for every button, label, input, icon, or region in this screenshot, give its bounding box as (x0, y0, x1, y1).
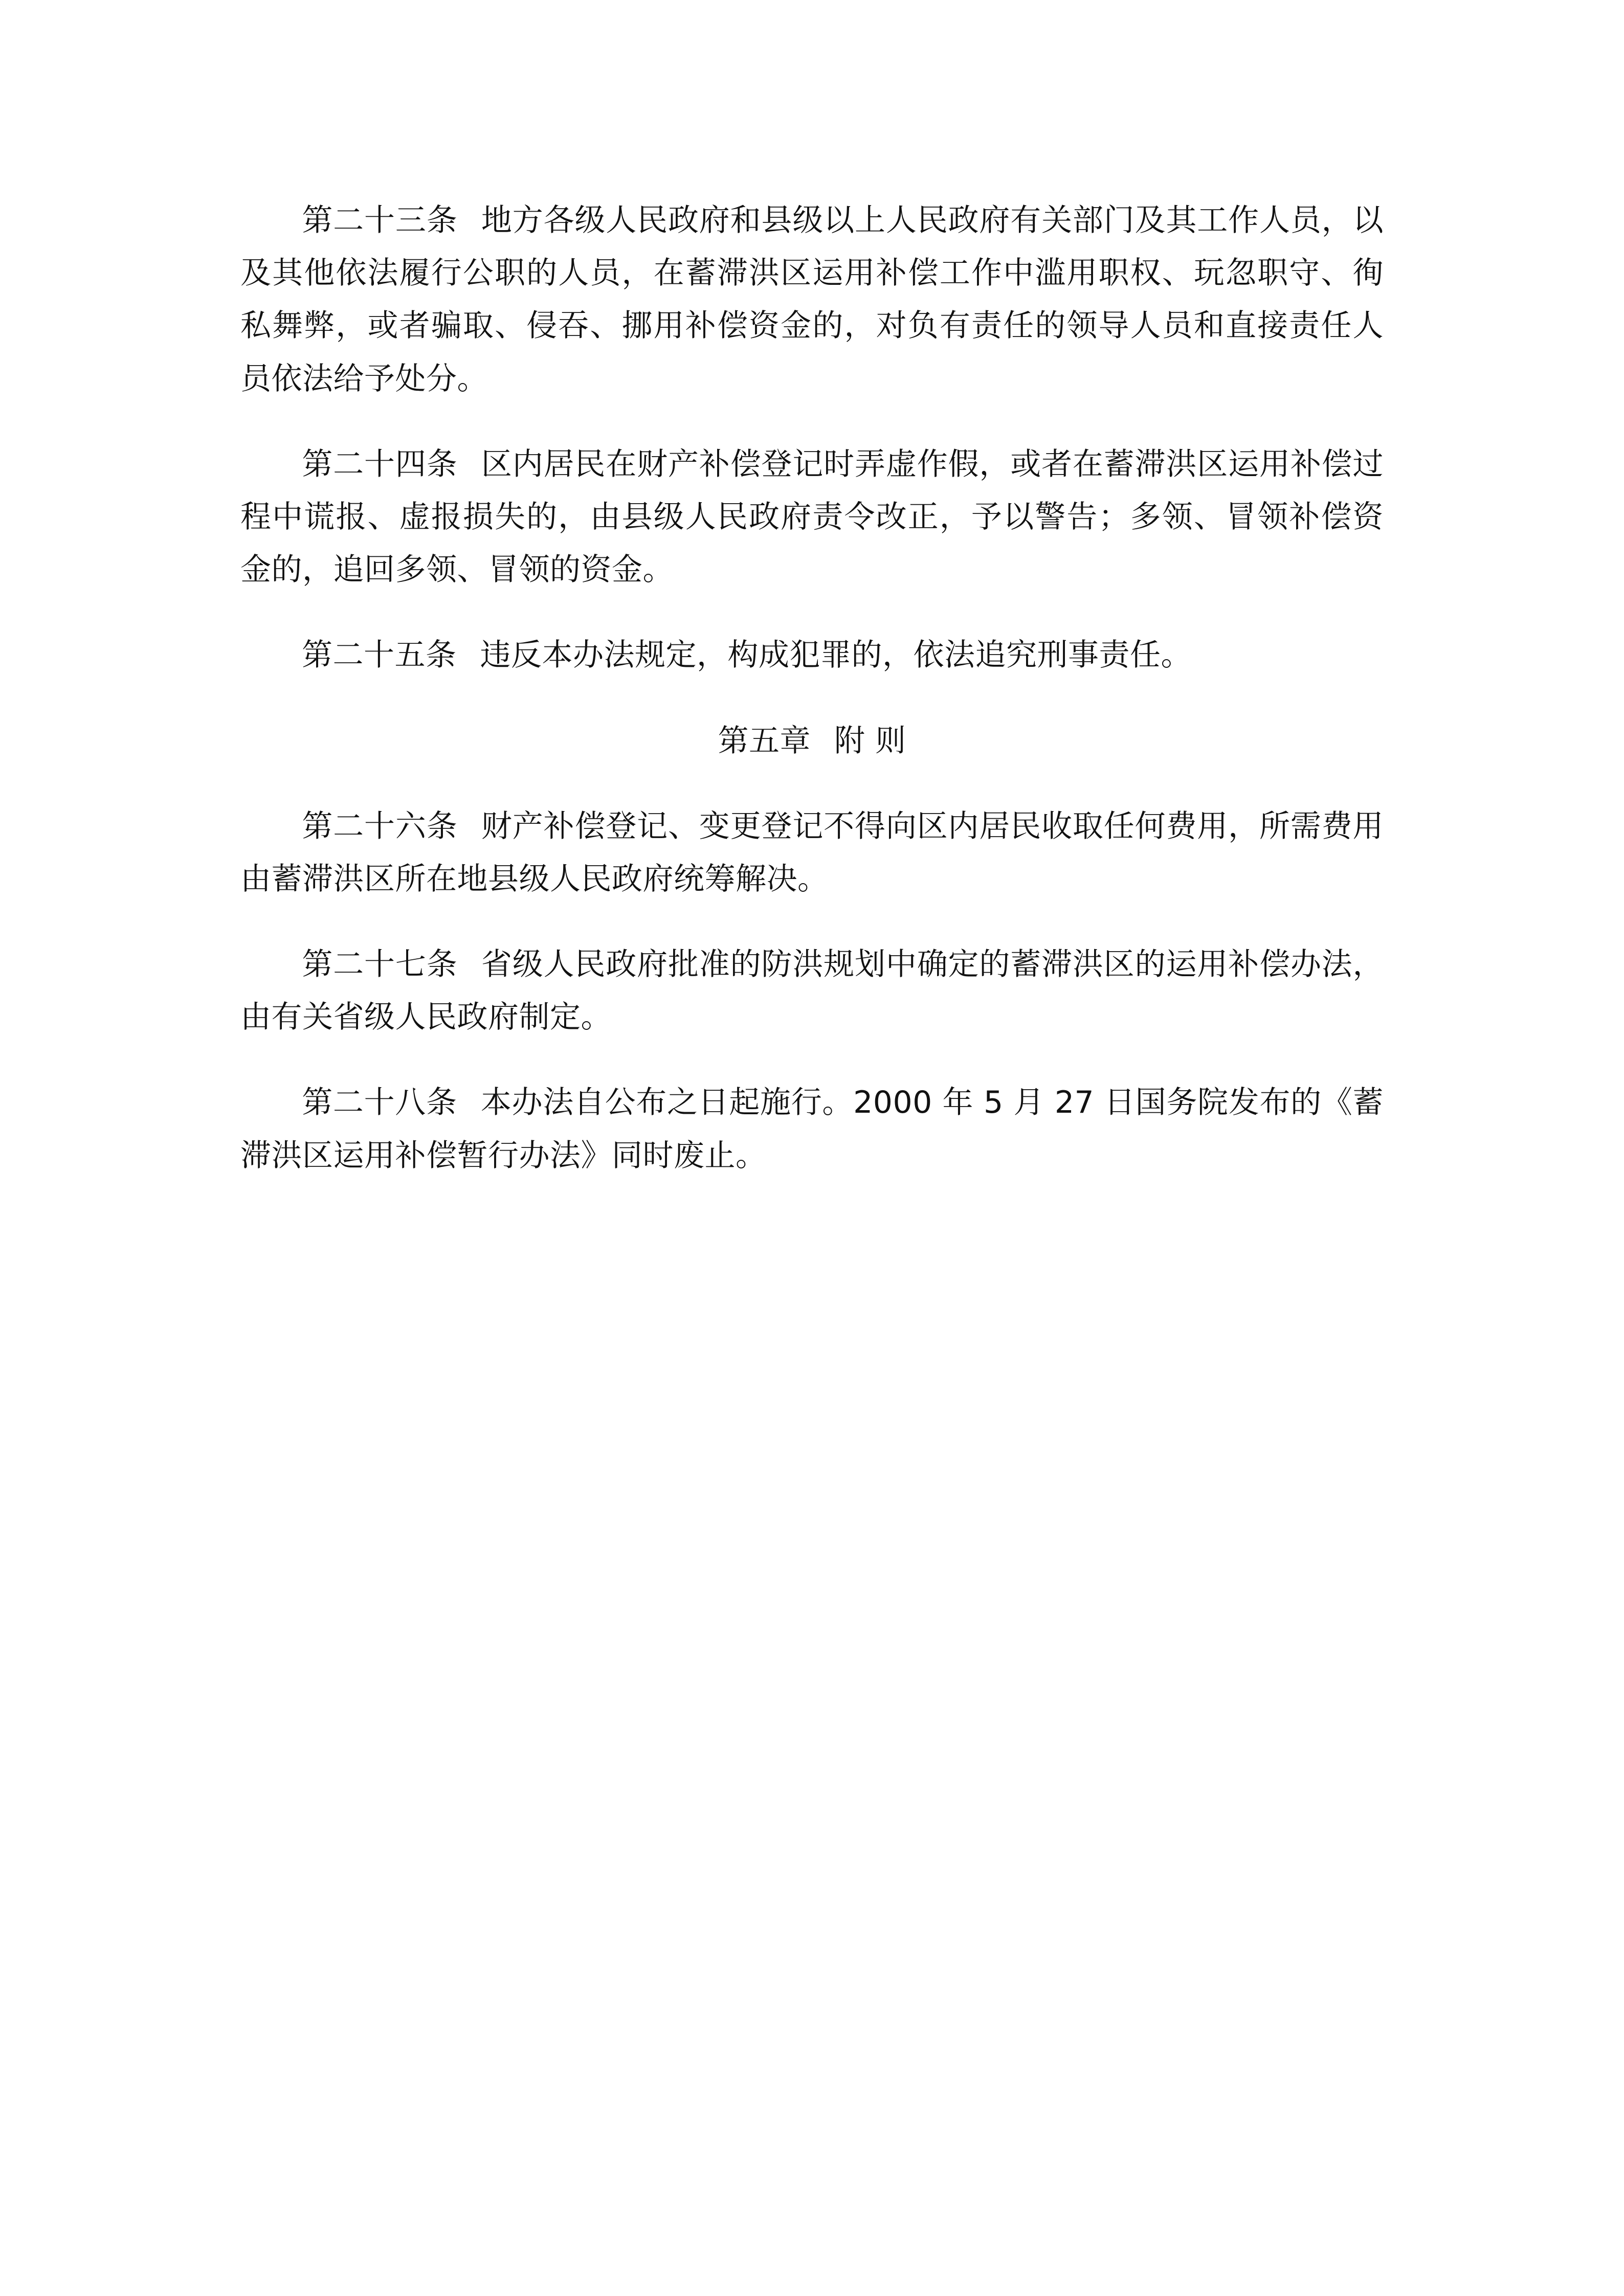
article-number: 第二十四条 (302, 446, 458, 482)
article-text: 本办法自公布之日起施行。2000 年 5 月 27 日国务院发布的《蓄滞洪区运用补偿暂行办法》同时废止。 (240, 1085, 1384, 1174)
article-text: 违反本办法规定，构成犯罪的，依法追究刑事责任。 (480, 637, 1192, 673)
chapter-heading (240, 715, 1384, 768)
article-number: 第二十三条 (302, 202, 458, 238)
article-number: 第二十七条 (302, 947, 458, 983)
article-paragraph (240, 629, 1384, 682)
article-number: 第二十八条 (302, 1085, 457, 1121)
article-number: 第二十五条 (302, 637, 457, 673)
article-number: 第二十六条 (302, 808, 458, 844)
article-paragraph (240, 194, 1384, 406)
article-text: 财产补偿登记、变更登记不得向区内居民收取任何费用，所需费用由蓄滞洪区所在地县级人民政府统筹解决。 (240, 808, 1384, 897)
article-paragraph (240, 800, 1384, 906)
article-paragraph (240, 438, 1384, 597)
article-paragraph (240, 1076, 1384, 1182)
article-text: 区内居民在财产补偿登记时弄虚作假，或者在蓄滞洪区运用补偿过程中谎报、虚报损失的，由县级人民政府责令改正，予以警告；多领、冒领补偿资金的，追回多领、冒领的资金。 (240, 446, 1384, 588)
document-body (240, 194, 1384, 1182)
chapter-number: 第五章 (718, 723, 811, 759)
chapter-title: 附 则 (834, 723, 906, 759)
article-text: 地方各级人民政府和县级以上人民政府有关部门及其工作人员，以及其他依法履行公职的人员，在蓄滞洪区运用补偿工作中滥用职权、玩忽职守、徇私舞弊，或者骗取、侵吞、挪用补偿资金的，对负有责任的领导人员和直接责任人员依法给予处分。 (240, 202, 1384, 397)
article-paragraph (240, 938, 1384, 1044)
article-text: 省级人民政府批准的防洪规划中确定的蓄滞洪区的运用补偿办法，由有关省级人民政府制定。 (240, 947, 1384, 1036)
